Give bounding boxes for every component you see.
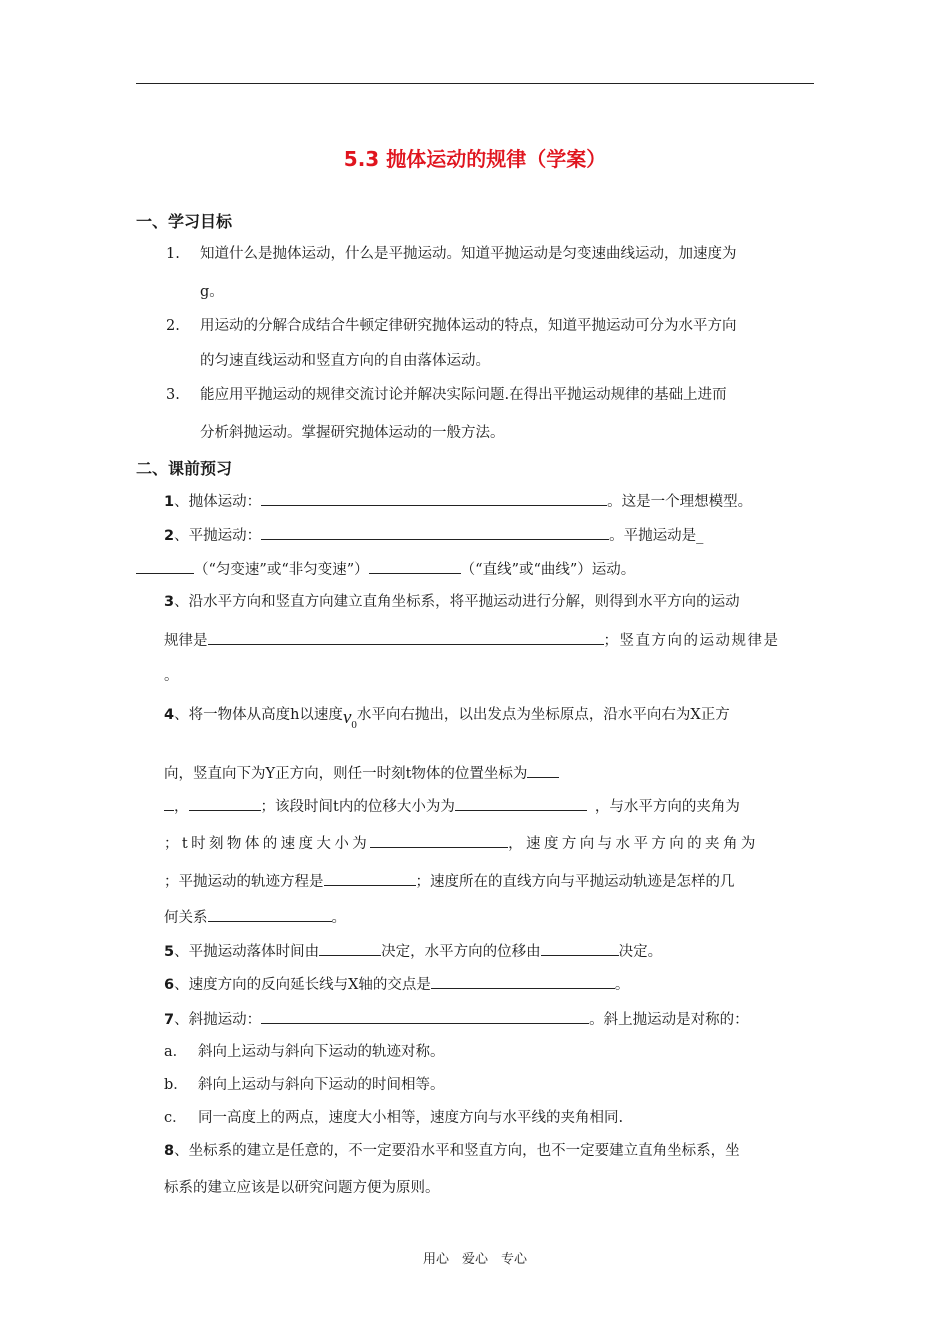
q6-text-1: 、速度方向的反向延长线与X轴的交点是: [174, 977, 431, 993]
q4-blank-3[interactable]: [189, 795, 261, 811]
q4-comma: ，: [174, 799, 189, 815]
q4-blank-4[interactable]: [455, 795, 587, 811]
q3-prompt-1: 规律是: [164, 633, 208, 649]
q4-blank-2[interactable]: [164, 795, 174, 811]
header-rule: [136, 83, 814, 84]
q8-number: 8: [164, 1143, 175, 1159]
q2-number: 2: [164, 528, 175, 544]
q4-text-5: ，与水平方向的夹角为: [594, 799, 740, 815]
q7-item-a-text: 斜向上运动与斜向下运动的轨迹对称。: [198, 1044, 445, 1060]
q4-text-11: 。: [331, 910, 346, 926]
q7-text-1: 、斜抛运动：: [174, 1012, 262, 1028]
q5-number: 5: [164, 944, 175, 960]
q8-text-1: 、坐标系的建立是任意的，不一定要沿水平和竖直方向，也不一定要建立直角坐标系，坐: [174, 1143, 740, 1159]
q4-blank-7[interactable]: [208, 906, 332, 922]
q7-item-b-label: b．: [164, 1077, 188, 1093]
q1-number: 1: [164, 494, 175, 510]
q4-blank-6[interactable]: [324, 870, 416, 886]
q6-number: 6: [164, 977, 175, 993]
goal-3-number: 3.: [166, 387, 180, 403]
q5-blank-1[interactable]: [319, 940, 381, 956]
question-7: [164, 1008, 749, 1030]
goal-1-text: 知道什么是抛体运动，什么是平抛运动。知道平抛运动是匀变速曲线运动，加速度为: [200, 246, 737, 262]
q3-prompt-2: ；竖直方向的运动规律是: [603, 633, 780, 649]
question-2-line-1: [164, 524, 703, 546]
q4-text-7: ，速度方向与水平方向的夹角为: [508, 836, 759, 852]
q2-prompt: 、平抛运动：: [174, 528, 262, 544]
q5-text-3: 决定。: [618, 944, 663, 960]
goal-2-text: 用运动的分解合成结合牛顿定律研究抛体运动的特点，知道平抛运动可分为水平方向: [200, 318, 737, 334]
q2-blank-3[interactable]: [369, 558, 461, 574]
question-4-line-4: [164, 832, 759, 854]
q7-item-b-text: 斜向上运动与斜向下运动的时间相等。: [198, 1077, 445, 1093]
q4-text-3: 向，竖直向下为Y正方向，则任一时刻t物体的位置坐标为: [164, 766, 528, 782]
section-heading-preview: 二、课前预习: [136, 459, 233, 478]
page-footer: 用心 爱心 专心: [422, 1252, 527, 1267]
goal-1-line-2: g。: [200, 284, 224, 300]
question-3-line-3: 。: [164, 668, 179, 684]
question-1: [164, 490, 752, 512]
q1-blank[interactable]: [261, 490, 607, 506]
q2-blank-2[interactable]: [136, 558, 194, 574]
q7-item-c-label: c．: [164, 1110, 187, 1126]
question-8-line-1: [164, 1141, 740, 1161]
question-4-line-3: [164, 795, 740, 817]
goal-3-line-2: 分析斜抛运动。掌握研究抛体运动的一般方法。: [200, 425, 505, 441]
question-4-line-6: [164, 906, 346, 928]
q7-item-b: [164, 1075, 445, 1095]
q4-number: 4: [164, 707, 175, 723]
question-4-line-1: [164, 704, 730, 731]
q4-blank-1[interactable]: [527, 762, 559, 778]
q4-text-2: 水平向右抛出，以出发点为坐标原点，沿水平向右为X正方: [356, 707, 730, 723]
goal-3-text: 能应用平抛运动的规律交流讨论并解决实际问题.在得出平抛运动规律的基础上进而: [200, 387, 727, 403]
q4-text-9: ；速度所在的直线方向与平抛运动轨迹是怎样的几: [415, 874, 735, 890]
goal-2-line-1: [166, 316, 737, 336]
q7-item-c: [164, 1108, 623, 1128]
q7-item-a-label: a．: [164, 1044, 188, 1060]
q4-blank-5[interactable]: [370, 832, 508, 848]
q4-text-8: ；平抛运动的轨迹方程是: [164, 874, 324, 890]
q5-text-1: 、平抛运动落体时间由: [174, 944, 320, 960]
question-6: [164, 973, 629, 995]
q4-text-10: 何关系: [164, 910, 208, 926]
section-heading-goals: 一、学习目标: [136, 212, 233, 231]
q7-blank[interactable]: [261, 1008, 589, 1024]
q1-prompt: 、抛体运动：: [174, 494, 262, 510]
v0-symbol: $v_0$: [342, 707, 357, 731]
question-5: [164, 940, 662, 962]
question-4-line-5: [164, 870, 735, 892]
q6-text-2: 。: [614, 977, 630, 993]
question-4-line-2: [164, 762, 559, 784]
q5-text-2: 决定，水平方向的位移由: [381, 944, 541, 960]
q4-text-4: ；该段时间t内的位移大小为为: [260, 799, 455, 815]
q7-item-a: [164, 1042, 445, 1062]
q1-suffix: 。这是一个理想模型。: [607, 494, 753, 510]
q7-number: 7: [164, 1012, 175, 1028]
goal-2-line-2: 的匀速直线运动和竖直方向的自由落体运动。: [200, 353, 490, 369]
q3-number: 3: [164, 594, 175, 610]
goal-1-line-1: [166, 244, 737, 264]
question-3-line-2: [164, 629, 780, 651]
q3-text: 、沿水平方向和竖直方向建立直角坐标系，将平抛运动进行分解，则得到水平方向的运动: [174, 594, 740, 610]
q5-blank-2[interactable]: [541, 940, 619, 956]
goal-2-number: 2.: [166, 318, 180, 334]
question-8-line-2: 标系的建立应该是以研究问题方便为原则。: [164, 1180, 440, 1196]
q7-item-c-text: 同一高度上的两点，速度大小相等，速度方向与水平线的夹角相同.: [198, 1110, 624, 1126]
goal-1-number: 1.: [166, 246, 180, 262]
question-3-line-1: [164, 592, 740, 612]
q3-blank-1[interactable]: [208, 629, 604, 645]
q2-blank-1[interactable]: [261, 524, 609, 540]
q2-option-1: （“匀变速”或“非匀变速”）: [194, 562, 369, 578]
q2-option-2: （“直线”或“曲线”）运动。: [460, 562, 636, 578]
goal-3-line-1: [166, 385, 727, 405]
q7-text-2: 。斜上抛运动是对称的：: [589, 1012, 749, 1028]
page-title: 5.3 抛体运动的规律（学案）: [343, 147, 607, 171]
q2-suffix: 。平抛运动是_: [609, 528, 704, 544]
question-2-line-2: [136, 558, 635, 580]
q4-text-1: 、将一物体从高度h以速度: [174, 707, 343, 723]
q4-text-6: ；t时刻物体的速度大小为: [164, 836, 371, 852]
q6-blank[interactable]: [431, 973, 615, 989]
